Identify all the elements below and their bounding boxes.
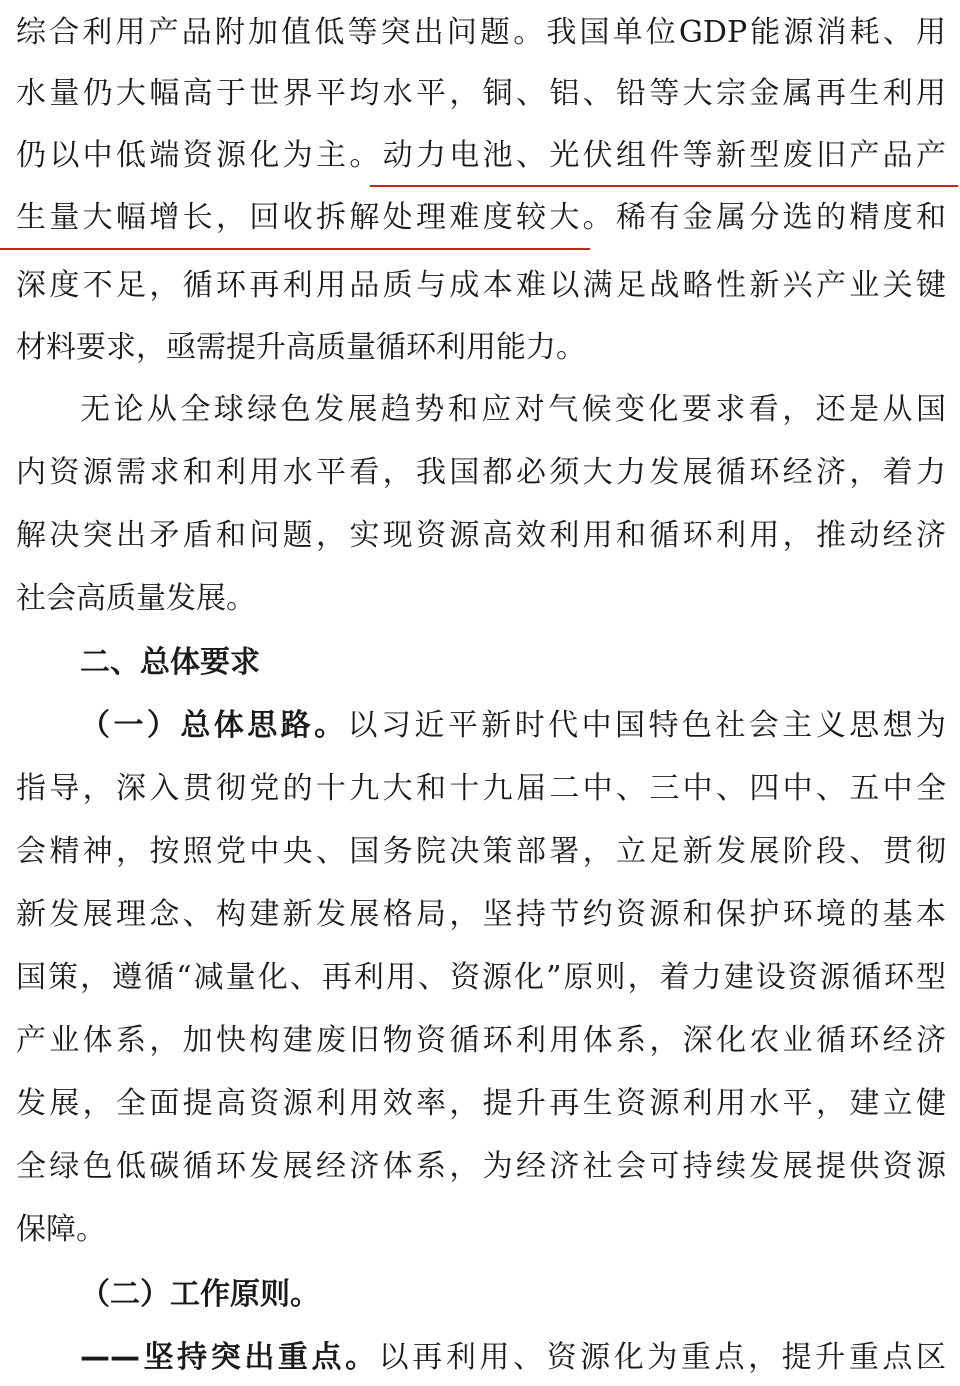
- text-line: [80, 698, 946, 754]
- text-line: [16, 128, 946, 184]
- text-line: 全绿色低碳循环发展经济体系，为经济社会可持续发展提供资源: [16, 1149, 946, 1184]
- text-segment: 仍以中低端资源化为主。: [16, 138, 383, 173]
- text-line: 内资源需求和利用水平看，我国都必须大力发展循环经济，着力: [16, 455, 946, 490]
- text-segment: 以再利用、资源化为重点，提升重点区: [378, 1340, 947, 1375]
- text-line: [16, 190, 946, 246]
- text-line: 水量仍大幅高于世界平均水平，铜、铝、铅等大宗金属再生利用: [16, 76, 946, 111]
- text-line: 无论从全球绿色发展趋势和应对气候变化要求看，还是从国: [80, 392, 946, 427]
- highlighted-text: 生量大幅增长，回收拆解处理难度较大。: [16, 200, 616, 235]
- text-line: 国策，遵循“减量化、再利用、资源化”原则，着力建设资源循环型: [16, 960, 946, 995]
- text-line: 社会高质量发展。: [16, 581, 256, 616]
- text-line: 解决突出矛盾和问题，实现资源高效利用和循环利用，推动经济: [16, 518, 946, 553]
- red-underline-annotation: [0, 248, 590, 250]
- highlighted-text: 动力电池、光伏组件等新型废旧产品产: [382, 138, 947, 173]
- text-segment: 以习近平新时代中国特色社会主义思想为: [347, 708, 947, 743]
- text-line: 新发展理念、构建新发展格局，坚持节约资源和保护环境的基本: [16, 897, 946, 932]
- text-line: 发展，全面提高资源利用效率，提升再生资源利用水平，建立健: [16, 1086, 946, 1121]
- text-line: 保障。: [16, 1212, 106, 1247]
- subheading: ——坚持突出重点。: [80, 1340, 379, 1375]
- text-line: 综合利用产品附加值低等突出问题。我国单位GDP能源消耗、用: [16, 15, 946, 50]
- text-line: 材料要求，亟需提升高质量循环利用能力。: [16, 330, 586, 365]
- text-line: 产业体系，加快构建废旧物资循环利用体系，深化农业循环经济: [16, 1023, 946, 1058]
- text-line: 会精神，按照党中央、国务院决策部署，立足新发展阶段、贯彻: [16, 834, 946, 869]
- subheading: （二）工作原则。: [80, 1277, 320, 1312]
- red-underline-annotation: [370, 185, 958, 187]
- text-line: 指导，深入贯彻党的十九大和十九届二中、三中、四中、五中全: [16, 771, 946, 806]
- section-heading: 二、总体要求: [80, 645, 260, 680]
- text-line: 深度不足，循环再利用品质与成本难以满足战略性新兴产业关键: [16, 268, 946, 303]
- subheading: （一）总体思路。: [80, 708, 348, 743]
- text-segment: 稀有金属分选的精度和: [616, 200, 946, 235]
- text-line: [80, 1330, 946, 1386]
